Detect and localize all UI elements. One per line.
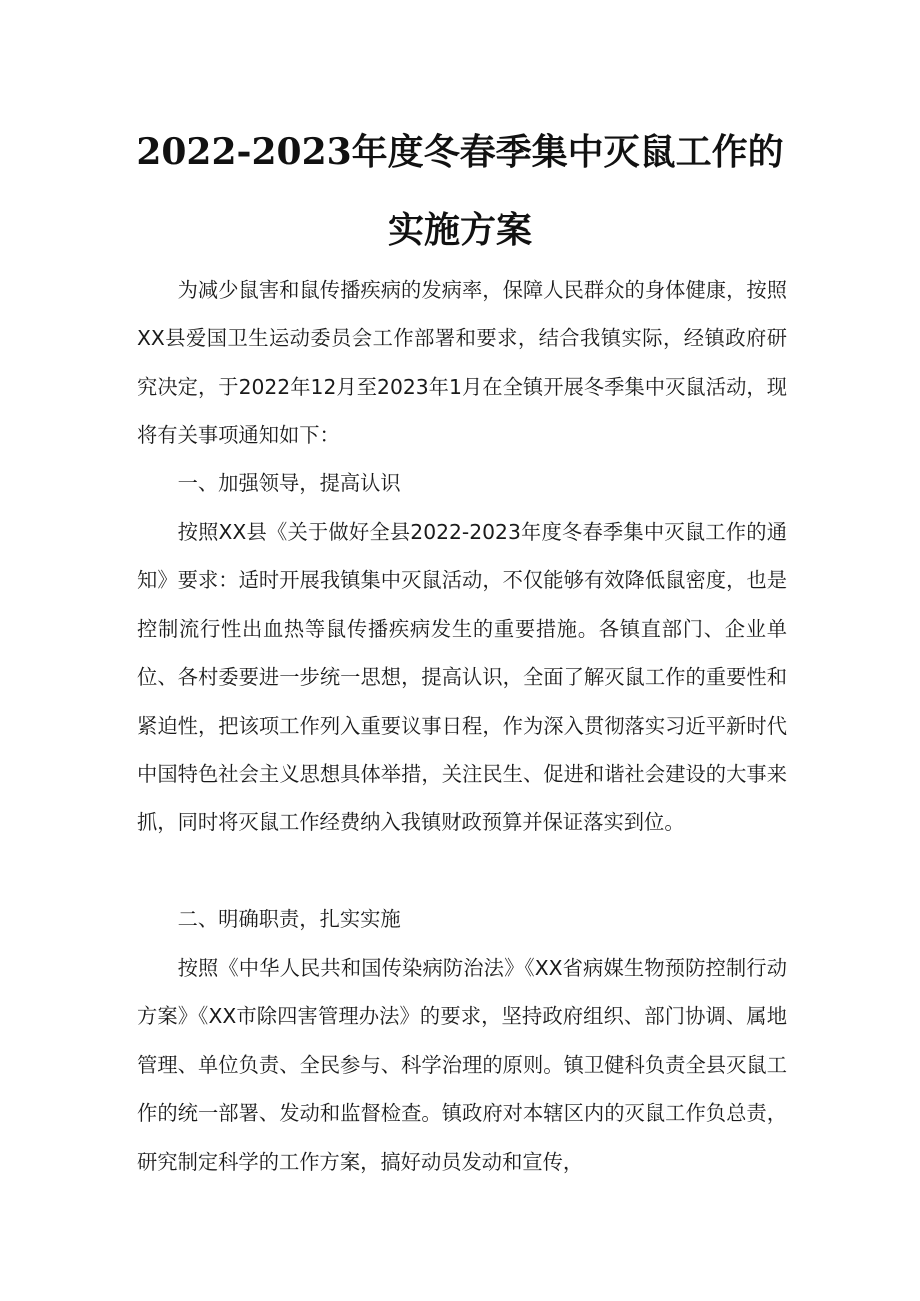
section-2-paragraph: 按照《中华人民共和国传染病防治法》《XX省病媒生物预防控制行动方案》《XX市除四害管理办法》的要求，坚持政府组织、部门协调、属地管理、单位负责、全民参与、科学治理的原则。镇卫健科负责全县灭鼠工作的统一部署、发动和监督检查。镇政府对本辖区内的灭鼠工作负总责，研究制定科学的工作方案，搞好动员发动和宣传， <box>137 956 787 1174</box>
section-1-paragraph: 按照XX县《关于做好全县2022-2023年度冬春季集中灭鼠工作的通知》要求：适时开展我镇集中灭鼠活动，不仅能够有效降低鼠密度，也是控制流行性出血热等鼠传播疾病发生的重要措施。各镇直部门、企业单位、各村委要进一步统一思想，提高认识，全面了解灭鼠工作的重要性和紧迫性，把该项工作列入重要议事日程，作为深入贯彻落实习近平新时代中国特色社会主义思想具体举措，关注民生、促进和谐社会建设的大事来抓，同时将灭鼠工作经费纳入我镇财政预算并保证落实到位。 <box>137 520 787 835</box>
document-title-line-2: 实施方案 <box>387 209 532 251</box>
section-heading-1: 一、加强领导，提高认识 <box>177 471 401 495</box>
intro-paragraph: 为减少鼠害和鼠传播疾病的发病率，保障人民群众的身体健康，按照XX县爱国卫生运动委员会工作部署和要求，结合我镇实际，经镇政府研究决定，于2022年12月至2023年1月在全镇开展冬季集中灭鼠活动，现将有关事项通知如下： <box>137 278 787 448</box>
section-heading-2: 二、明确职责，扎实实施 <box>177 907 401 931</box>
document-title-line-1: 2022-2023年度冬春季集中灭鼠工作的 <box>136 131 784 173</box>
